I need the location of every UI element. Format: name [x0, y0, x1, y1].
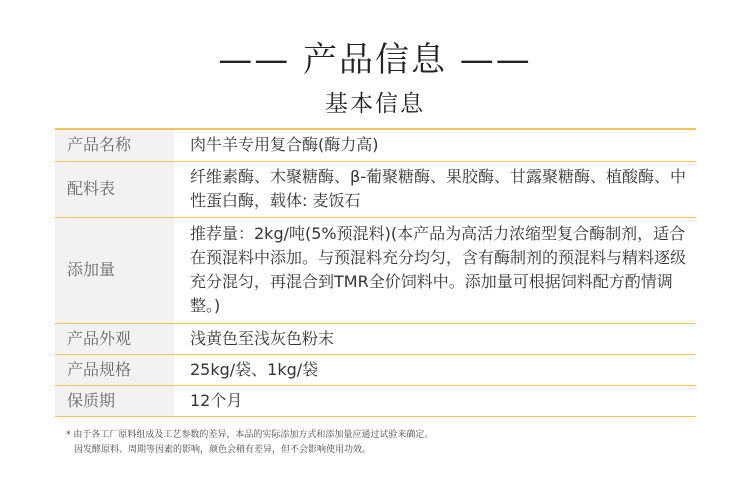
footnote-line: 因发酵原料、周期等因素的影响，颜色会稍有差异，但不会影响使用功效。 — [74, 445, 372, 455]
table-row — [55, 217, 696, 323]
row-value: 25kg/袋、1kg/袋 — [174, 354, 696, 385]
row-label: 产品外观 — [55, 323, 174, 354]
table-row — [55, 385, 696, 416]
footnote-line: * 由于各工厂原料组成及工艺参数的差异，本品的实际添加方式和添加量应通过试验来确定。 — [66, 430, 434, 440]
row-label: 添加量 — [55, 217, 174, 323]
row-value: 纤维素酶、木聚糖酶、β-葡聚糖酶、果胶酶、甘露聚糖酶、植酸酶、中性蛋白酶，载体: 麦饭石 — [174, 161, 696, 217]
page-title: —— 产品信息 —— — [218, 40, 532, 80]
table-row — [55, 129, 696, 161]
table-row — [55, 161, 696, 217]
product-info-table — [55, 128, 696, 417]
section-title: 基本信息 — [325, 91, 425, 117]
footnotes — [66, 428, 706, 458]
row-value: 浅黄色至浅灰色粉末 — [174, 323, 696, 354]
row-value: 肉牛羊专用复合酶(酶力高) — [174, 129, 696, 161]
row-label: 保质期 — [55, 385, 174, 416]
table-row — [55, 354, 696, 385]
row-value: 12个月 — [174, 385, 696, 416]
row-value: 推荐量：2kg/吨(5%预混料)(本产品为高活力浓缩型复合酶制剂，适合在预混料中添加。与预混料充分均匀，含有酶制剂的预混料与精料逐级充分混匀，再混合到TMR全价饲料中。添加量可根据饲料配方酌情调整。) — [174, 217, 696, 323]
row-label: 产品规格 — [55, 354, 174, 385]
row-label: 配料表 — [55, 161, 174, 217]
table-row — [55, 323, 696, 354]
row-label: 产品名称 — [55, 129, 174, 161]
